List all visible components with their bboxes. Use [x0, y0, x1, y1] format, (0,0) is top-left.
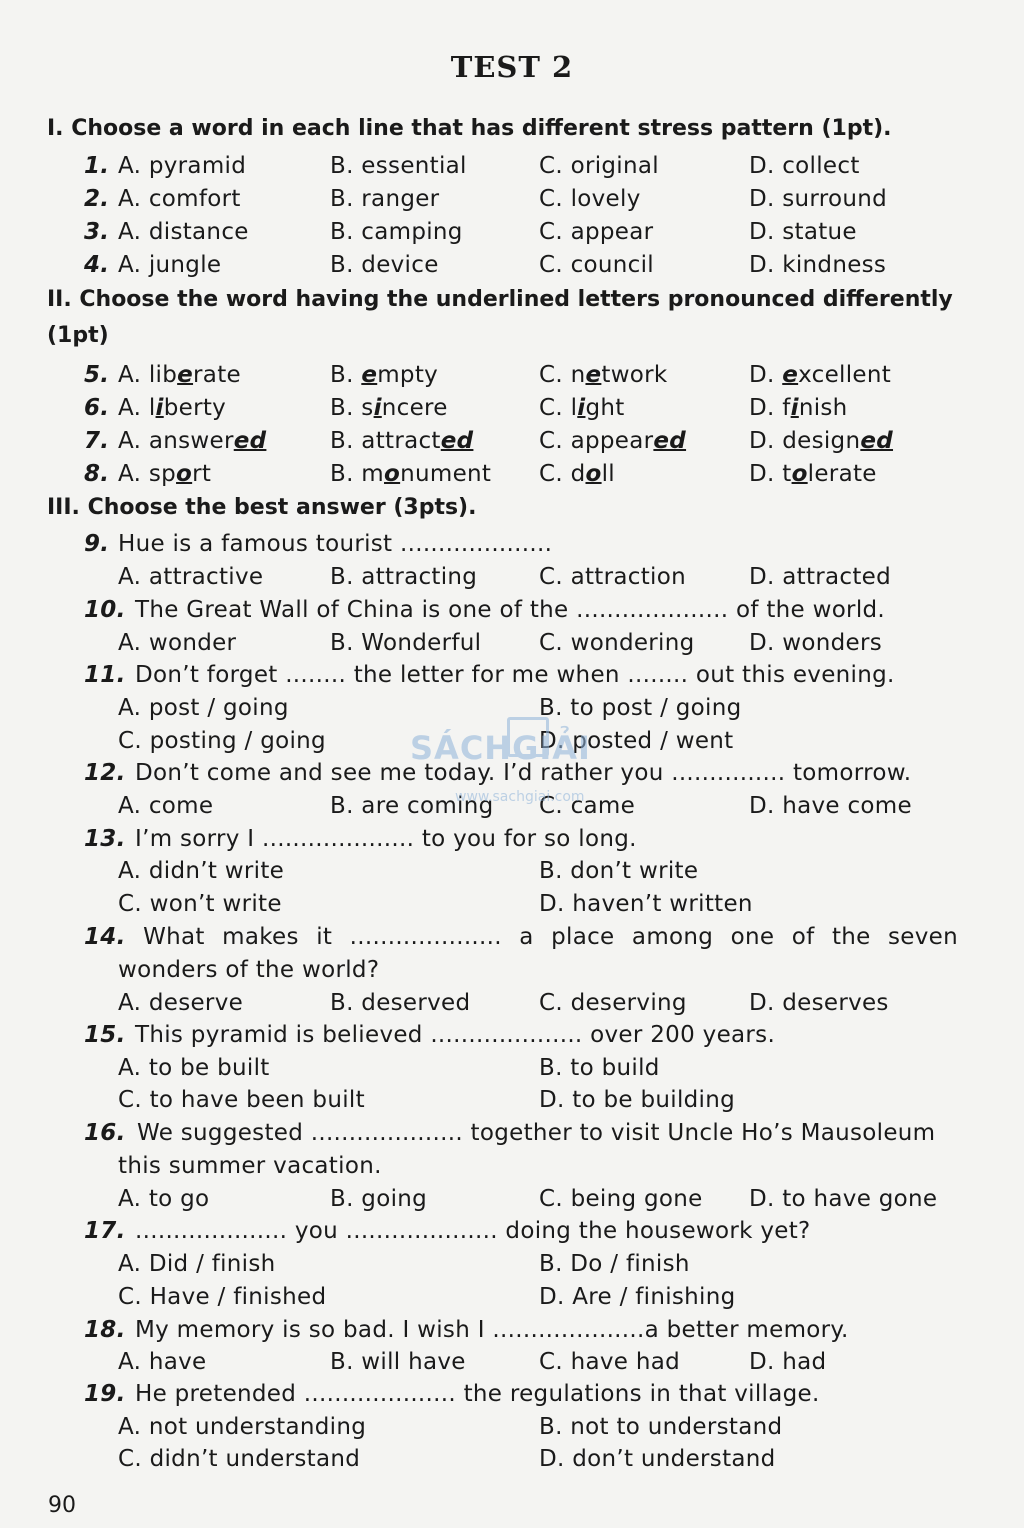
option-d: D. have come: [749, 793, 912, 819]
question-number: 5.: [84, 362, 110, 388]
option-d: D. designed: [749, 428, 894, 454]
question-number: 15.: [84, 1022, 126, 1048]
option-b: B. don’t write: [539, 858, 699, 884]
option-c: C. posting / going: [118, 728, 326, 754]
option-c: C. network: [539, 362, 668, 388]
option-d: D. tolerate: [749, 461, 877, 487]
q15-stem: [84, 1019, 958, 1052]
section-3-heading: III. Choose the best answer (3pts).: [47, 495, 477, 520]
option-d: D. to be building: [539, 1087, 736, 1113]
q17-options-2: [84, 1281, 944, 1314]
q18-stem: [84, 1314, 958, 1347]
q9-stem: [84, 528, 958, 561]
option-b: B. Wonderful: [330, 630, 482, 656]
question-number: 10.: [84, 597, 126, 623]
question-number: 6.: [84, 395, 110, 421]
option-d: D. attracted: [749, 564, 892, 590]
watermark-brand: SÁCHGIẢI: [410, 729, 591, 767]
option-c: C. won’t write: [118, 891, 282, 917]
option-d: D. kindness: [749, 252, 887, 278]
q19-options-2: [84, 1443, 944, 1476]
option-b: B. camping: [330, 219, 463, 245]
q12-stem: [84, 757, 958, 790]
question-text: What makes it .................... a place among one of the seven: [143, 924, 958, 950]
question-text: He pretended .................... the regulations in that village.: [135, 1381, 820, 1407]
question-text: Hue is a famous tourist ....................: [118, 531, 553, 557]
question-text: I’m sorry I .................... to you for so long.: [135, 826, 637, 852]
option-b: B. to post / going: [539, 695, 742, 721]
option-c: C. doll: [539, 461, 615, 487]
q8-row: [84, 458, 944, 491]
question-text: Don’t forget ........ the letter for me when ........ out this evening.: [135, 662, 895, 688]
option-a: A. answered: [118, 428, 267, 454]
option-a: A. jungle: [118, 252, 222, 278]
q14-stem: [84, 921, 958, 954]
option-a: A. attractive: [118, 564, 264, 590]
q4-row: [84, 249, 944, 282]
option-d: D. finish: [749, 395, 848, 421]
section-1-heading: I. Choose a word in each line that has different stress pattern (1pt).: [47, 116, 892, 141]
option-a: A. to be built: [118, 1055, 270, 1081]
q18-options: [84, 1346, 944, 1379]
question-text: My memory is so bad. I wish I ....................a better memory.: [135, 1317, 849, 1343]
option-a: A. didn’t write: [118, 858, 285, 884]
q11-options-2: [84, 725, 944, 758]
section-2-heading: II. Choose the word having the underlined letters pronounced differently (1pt): [47, 287, 953, 348]
page-number: 90: [48, 1493, 76, 1518]
option-b: B. monument: [330, 461, 492, 487]
question-text: The Great Wall of China is one of the .................... of the world.: [135, 597, 886, 623]
question-number: 7.: [84, 428, 110, 454]
option-b: B. empty: [330, 362, 439, 388]
option-a: A. pyramid: [118, 153, 247, 179]
q3-row: [84, 216, 944, 249]
question-number: 2.: [84, 186, 110, 212]
watermark-url: www.sachgiai.com: [455, 789, 585, 805]
q15-options-2: [84, 1084, 944, 1117]
option-d: D. excellent: [749, 362, 892, 388]
option-a: A. sport: [118, 461, 212, 487]
option-d: D. had: [749, 1349, 827, 1375]
q13-stem: [84, 823, 958, 856]
option-c: C. attraction: [539, 564, 686, 590]
q16-stem: [84, 1117, 958, 1150]
q15-options-1: [84, 1052, 944, 1085]
option-b: B. ranger: [330, 186, 440, 212]
question-number: 11.: [84, 662, 126, 688]
question-number: 19.: [84, 1381, 126, 1407]
q19-options-1: [84, 1411, 944, 1444]
option-b: B. attracted: [330, 428, 474, 454]
option-b: B. are coming: [330, 793, 494, 819]
option-c: C. Have / finished: [118, 1284, 327, 1310]
question-number: 14.: [84, 924, 126, 950]
option-c: C. council: [539, 252, 654, 278]
q11-stem: [84, 659, 958, 692]
question-number: 1.: [84, 153, 110, 179]
option-d: D. wonders: [749, 630, 882, 656]
option-c: C. wondering: [539, 630, 695, 656]
option-c: C. appeared: [539, 428, 687, 454]
q11-options-1: [84, 692, 944, 725]
option-c: C. came: [539, 793, 636, 819]
question-number: 13.: [84, 826, 126, 852]
question-number: 9.: [84, 531, 110, 557]
option-c: C. have had: [539, 1349, 680, 1375]
option-a: A. wonder: [118, 630, 237, 656]
option-d: D. don’t understand: [539, 1446, 776, 1472]
option-a: A. have: [118, 1349, 207, 1375]
option-c: C. deserving: [539, 990, 687, 1016]
q17-stem: [84, 1215, 958, 1248]
q2-row: [84, 183, 944, 216]
option-a: A. liberty: [118, 395, 227, 421]
question-number: 17.: [84, 1218, 126, 1244]
option-d: D. deserves: [749, 990, 889, 1016]
option-b: B. going: [330, 1186, 428, 1212]
option-a: A. deserve: [118, 990, 244, 1016]
option-d: D. collect: [749, 153, 860, 179]
option-b: B. attracting: [330, 564, 478, 590]
option-a: A. distance: [118, 219, 249, 245]
question-number: 12.: [84, 760, 126, 786]
q13-options-1: [84, 855, 944, 888]
option-c: C. light: [539, 395, 625, 421]
option-d: D. haven’t written: [539, 891, 753, 917]
question-text: .................... you .................... doing the housework yet?: [135, 1218, 811, 1244]
option-d: D. Are / finishing: [539, 1284, 736, 1310]
option-c: C. original: [539, 153, 659, 179]
question-number: 4.: [84, 252, 110, 278]
q10-options: [84, 627, 944, 660]
q16-options: [84, 1183, 958, 1216]
option-a: A. post / going: [118, 695, 289, 721]
option-a: A. comfort: [118, 186, 241, 212]
option-d: D. statue: [749, 219, 857, 245]
q19-stem: [84, 1378, 958, 1411]
option-c: C. lovely: [539, 186, 641, 212]
question-text: We suggested .................... together to visit Uncle Ho’s Mausoleum: [137, 1120, 936, 1146]
q14-options: [84, 987, 944, 1020]
option-b: B. essential: [330, 153, 467, 179]
option-d: D. to have gone: [749, 1186, 938, 1212]
q17-options-1: [84, 1248, 944, 1281]
question-number: 3.: [84, 219, 110, 245]
q10-stem: [84, 594, 958, 627]
q14-stem-cont: [84, 954, 944, 987]
option-a: A. to go: [118, 1186, 210, 1212]
q16-stem-cont: [84, 1150, 944, 1183]
option-c: C. appear: [539, 219, 654, 245]
option-b: B. Do / finish: [539, 1251, 690, 1277]
option-d: D. posted / went: [539, 728, 734, 754]
question-text: Don’t come and see me today. I’d rather you ............... tomorrow.: [135, 760, 912, 786]
option-b: B. will have: [330, 1349, 466, 1375]
q5-row: [84, 359, 944, 392]
option-a: A. liberate: [118, 362, 241, 388]
q13-options-2: [84, 888, 944, 921]
question-text-cont: wonders of the world?: [118, 957, 380, 983]
option-b: B. deserved: [330, 990, 471, 1016]
option-d: D. surround: [749, 186, 888, 212]
page-title: TEST 2: [450, 50, 574, 84]
option-b: B. to build: [539, 1055, 660, 1081]
option-c: C. to have been built: [118, 1087, 365, 1113]
q12-options: [84, 790, 944, 823]
option-a: A. come: [118, 793, 214, 819]
option-b: B. sincere: [330, 395, 448, 421]
q7-row: [84, 425, 944, 458]
option-b: B. device: [330, 252, 439, 278]
q9-options: [84, 561, 944, 594]
question-text-cont: this summer vacation.: [118, 1153, 382, 1179]
q6-row: [84, 392, 944, 425]
q1-row: [84, 150, 944, 183]
option-b: B. not to understand: [539, 1414, 783, 1440]
question-number: 16.: [84, 1120, 126, 1146]
option-c: C. didn’t understand: [118, 1446, 361, 1472]
question-number: 8.: [84, 461, 110, 487]
question-text: This pyramid is believed .................... over 200 years.: [135, 1022, 776, 1048]
question-number: 18.: [84, 1317, 126, 1343]
option-c: C. being gone: [539, 1186, 703, 1212]
option-a: A. not understanding: [118, 1414, 367, 1440]
option-a: A. Did / finish: [118, 1251, 276, 1277]
